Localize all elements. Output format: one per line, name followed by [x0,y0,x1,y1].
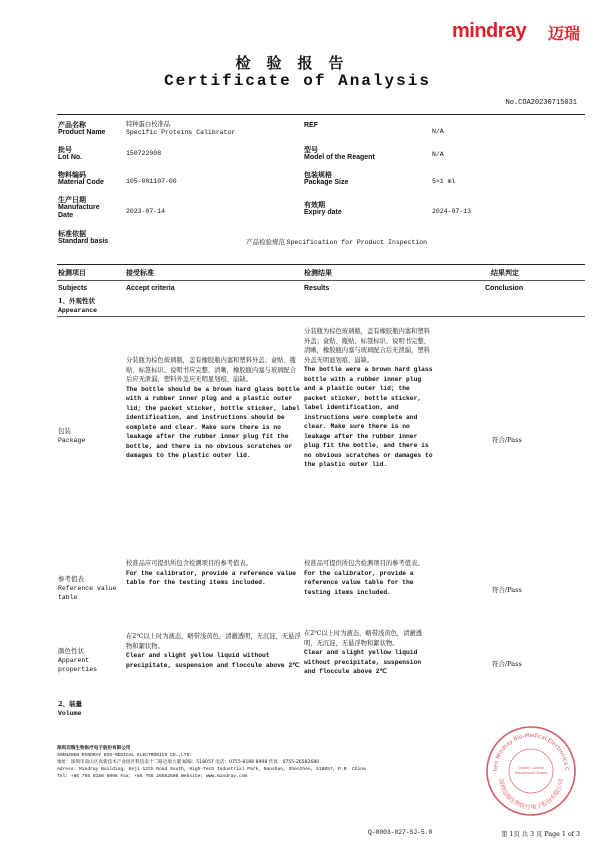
footer-company-cn: 深圳迈瑞生物医疗电子股份有限公司 [57,746,131,751]
brand-logo: mindray [452,20,527,42]
header-divider [57,114,585,115]
material-label: 物料编码 Material Code [58,171,104,186]
col-criteria-en: Accept criteria [126,285,175,292]
table-row-package-criteria: 分装瓶为棕色玻璃瓶，盖有橡胶瓶内塞和塑料外盖；盒贴、瓶贴、标签标识、说明书应完整、清晰，橡胶瓶内塞与玻璃配合后应无泄漏，塑料外盖应无明显划痕、崩缺。 The bottle should be a brown hard glass bottle with a rubber inner plug and a plastic outer lid; the packet sticker, bottle sticker, label identification, and instructions should be complete and clear. Make sure there is no leakage after the rubber inner plug fit the bottle, and there is no obvious scratches or damages to the plastic outer lid. [126,357,300,459]
package-value: 5×1 ml [432,178,456,185]
table-row-reference-conclusion: 符合/Pass [492,586,522,594]
section-appearance: 1、外观性状 Appearance [58,297,98,314]
mfg-label: 生产日期 Manufacture Date [58,196,100,219]
lot-value: 150722008 [126,150,162,157]
col-criteria: 接受标准 [126,268,154,277]
table-row-reference-subject: 参考值表 Reference value table [58,575,117,601]
col-results: 检测结果 [304,268,332,277]
section-volume: 2、装量 Volume [58,700,83,717]
table-top-line [57,264,585,265]
expiry-value: 2024-07-13 [432,208,472,215]
product-name-label: 产品名称 Product Name [58,121,106,136]
table-row-apparent-conclusion: 符合/Pass [492,660,522,668]
table-row-apparent-criteria: 在2℃以上时为液态，略带浅黄色，清澈透明，无沉淀，无悬浮物和絮状物。 Clear and slight yellow liquid without precipitate, suspension and floccule above 2℃ [126,633,301,669]
table-row-apparent-result: 在2℃以上时为液态，略带浅黄色，清澈透明，无沉淀，无悬浮物和絮状物。 Clear and slight yellow liquid without precipitate, suspension and floccule above 2℃ [304,630,423,675]
table-row-reference-criteria: 校准品应可提供所包含检测项目的参考值表。 For the calibrator, provide a reference value table for the testing items included. [126,560,297,586]
col-conclusion-en: Conclusion [485,285,524,292]
page-number: 第 1页 共 3 页 Page 1 of 3 [501,831,580,838]
product-name-en: Specific Proteins Calibrator [126,129,236,136]
table-row-package-subject: 包装 Package [58,427,86,444]
standard-label: 标准依据 Standard basis [58,230,109,245]
col-subjects: 检测项目 [58,268,86,277]
title-cn: 检验报告 [235,54,360,72]
header-sep-line [57,280,585,281]
col-subjects-en: Subjects [58,285,88,292]
footer-address-cn: 地址：深圳市南山区高新技术产业园区科技南十二路迈瑞大厦 邮编：518057 电话：0755-8188 8998 传真：0755-26582680 [57,760,320,765]
table-row-reference-result: 校准品可提供所包含检测项目的参考值表。 For the calibrator, provide a reference value table for the testing items included. [304,560,424,596]
ref-label: REF [304,122,318,129]
expiry-label: 有效期 Expiry date [304,201,342,216]
quality-seal-stamp [485,725,577,817]
table-row-package-result: 分装瓶为棕色玻璃瓶，盖有橡胶瓶内塞和塑料外盖；盒贴、瓶贴、标签标识、说明书完整、清晰，橡胶瓶内塞与玻璃配合后无泄漏，塑料外盖无明显划痕、崩缺。 The bottle were a brown hard glass bottle with a rubber inner plug and a plastic outer lid; the packet sticker, bottle sticker, label identification, and instructions were complete and clear. Make sure there is no leakage after the rubber inner plug fit the bottle, and there is no obvious scratches or damages to the plastic outer lid. [304,328,433,468]
footer-company-en: SHENZHEN MINDRAY BIO-MEDICAL ELECTRONICS CO.,LTD. [57,753,193,758]
footer-contact: Tel: +86 755 8188 8998 Fax: +86 755 26582680 Website: www.mindray.com [57,774,248,779]
certificate-number: No.COA20230715031 [505,99,577,107]
model-label: 型号 Model of the Reagent [304,146,375,161]
mfg-value: 2023-07-14 [126,208,166,215]
table-row-package-conclusion: 符合/Pass [492,436,522,444]
svg-text:深圳迈瑞生物医疗电子股份有限公司: 深圳迈瑞生物医疗电子股份有限公司 [496,778,566,812]
standard-value: 产品检验规范 Specification for Product Inspection [246,238,428,246]
package-label: 包装规格 Package Size [304,171,349,186]
document-number: Q-0003-027-SJ-5.0 [368,829,433,836]
ref-value: N/A [432,128,444,135]
section-line [57,316,585,317]
col-results-en: Results [304,285,330,292]
material-value: 105-001107-00 [126,178,177,185]
col-conclusion: 结果判定 [491,268,519,277]
table-row-apparent-subject: 颜色性状 Apparent properties [58,647,98,673]
title-en: Certificate of Analysis [164,72,431,90]
svg-text:Department Stamp: Department Stamp [514,771,548,775]
model-value: N/A [432,151,444,158]
svg-text:Quality Control: Quality Control [518,766,544,770]
brand-logo-cjk: 迈瑞 [548,24,581,43]
lot-label: 批号 Lot No. [58,146,83,161]
product-name-cn: 特种蛋白校准品 [126,121,171,128]
footer-address-en: Adress: Mindray Building, Keji 12th Road South, High-Tech Industrial Park, Nanshan, Shenzhen, 518057, P.R. China [57,767,366,772]
svg-text:Shenzhen Mindray Bio-Medical E: hen Mindray Bio-Medical Electronics C [492,732,570,772]
